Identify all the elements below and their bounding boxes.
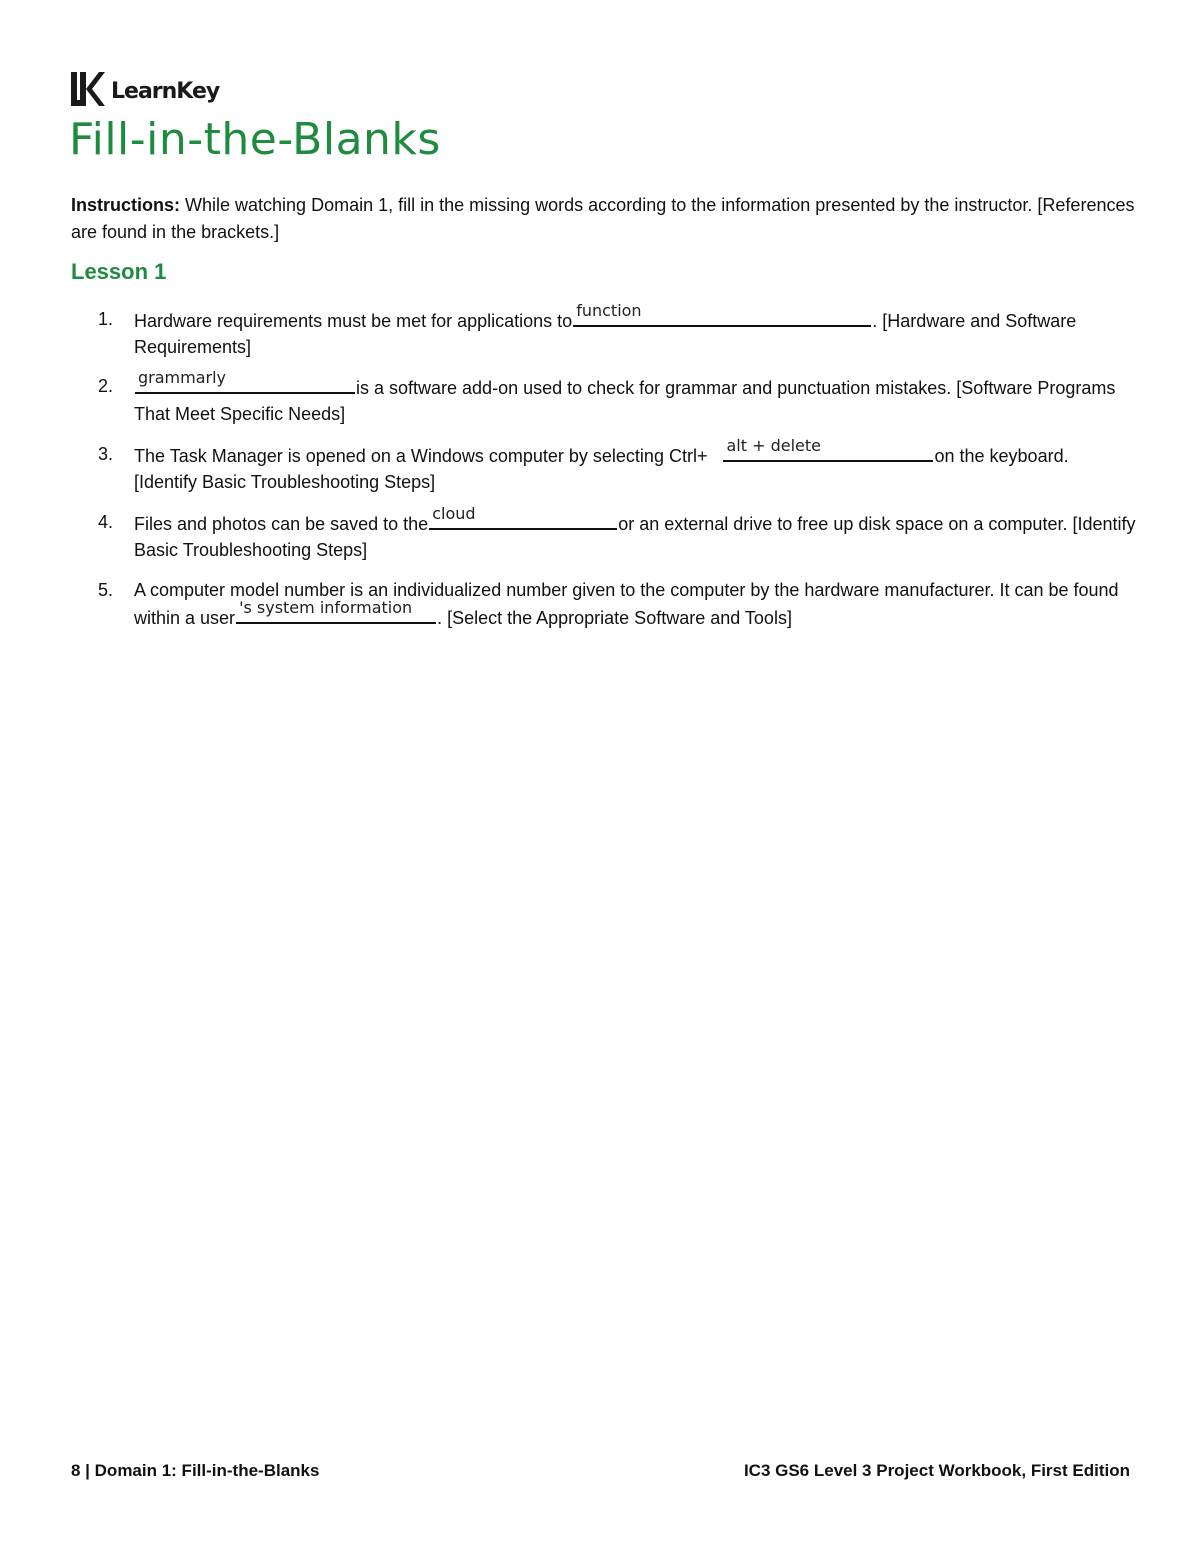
question-4 (71, 504, 1136, 563)
lk-logo-icon (71, 72, 105, 106)
question-2 (71, 368, 1136, 427)
answer-blank[interactable] (573, 301, 871, 327)
logo-text: LearnKey (111, 79, 220, 104)
question-number: 3. (98, 444, 114, 464)
lesson-heading: Lesson 1 (71, 259, 167, 284)
question-text-after: . [Hardware and Software Requirements] (134, 311, 1077, 357)
question-number: 1. (98, 309, 114, 329)
instructions-text: While watching Domain 1, fill in the missing words according to the information presented by the instructor. [References are found in the brackets.] (71, 195, 1135, 242)
question-5 (71, 577, 1136, 631)
question-text-before: The Task Manager is opened on a Windows computer by selecting Ctrl+ (134, 446, 708, 466)
question-text-after: or an external drive to free up disk space on a computer. [Identify Basic Troubleshooting Steps] (134, 514, 1136, 560)
answer-blank[interactable] (236, 598, 436, 624)
answer-blank[interactable] (135, 368, 355, 394)
answer-text: function (576, 301, 642, 320)
footer-page-label: 8 | Domain 1: Fill-in-the-Blanks (71, 1461, 320, 1480)
question-1 (71, 301, 1136, 360)
page-title: Fill-in-the-Blanks (69, 114, 441, 165)
learnkey-logo (71, 72, 219, 106)
question-number: 2. (98, 376, 114, 396)
instructions-label: Instructions: (71, 195, 181, 215)
question-number: 4. (98, 512, 114, 532)
question-text-after: on the keyboard. [Identify Basic Troubleshooting Steps] (134, 446, 1069, 492)
answer-text: alt + delete (726, 436, 821, 455)
question-number: 5. (98, 580, 114, 600)
question-text-before: Hardware requirements must be met for applications to (134, 311, 573, 331)
answer-blank[interactable] (429, 504, 617, 530)
question-text-before: A computer model number is an individualized number given to the computer by the hardware manufacturer. It can be found within a user (134, 580, 1119, 628)
instructions (71, 192, 1136, 246)
question-3 (71, 436, 1136, 495)
answer-text: grammarly (138, 368, 227, 387)
answer-blank[interactable] (723, 436, 933, 462)
footer-book-title: IC3 GS6 Level 3 Project Workbook, First Edition (743, 1461, 1130, 1480)
question-text-before: Files and photos can be saved to the (134, 514, 429, 534)
question-text-after: is a software add-on used to check for grammar and punctuation mistakes. [Software Programs That Meet Specific Needs] (134, 378, 1116, 424)
answer-text: 's system information (239, 598, 413, 617)
question-text-after: . [Select the Appropriate Software and Tools] (437, 608, 792, 628)
answer-text: cloud (432, 504, 476, 523)
